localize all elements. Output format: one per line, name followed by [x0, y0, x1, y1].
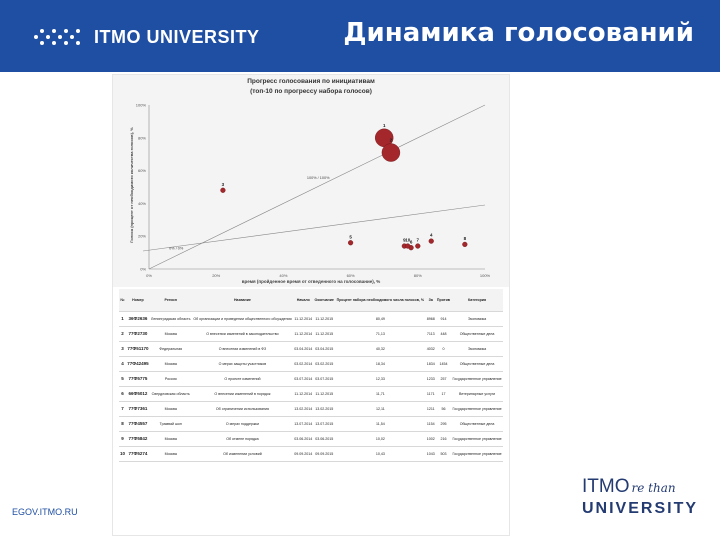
data-point [415, 244, 420, 249]
initiatives-table-area [119, 289, 503, 533]
point-label: 4 [429, 232, 433, 238]
table-row [119, 432, 503, 447]
table-header-cell: Регион [150, 289, 192, 312]
table-cell: Общественные дела [451, 327, 503, 342]
table-row [119, 327, 503, 342]
data-point [462, 242, 467, 247]
table-cell: 77Ф2730 [126, 327, 150, 342]
table-header-cell: Название [192, 289, 293, 312]
data-point [348, 240, 353, 245]
point-label: 2 [389, 137, 393, 143]
table-cell: 295 [436, 417, 451, 432]
table-cell: 11.12.2015 [313, 327, 335, 342]
data-point [429, 239, 434, 244]
table-header-cell: Номер [126, 289, 150, 312]
table-cell: 03.07.2015 [313, 372, 335, 387]
table-cell: О проекте изменений [192, 372, 293, 387]
table-cell: 503 [436, 447, 451, 462]
slide-title: Динамика голосований [343, 18, 694, 48]
table-cell: Государственное управление [451, 432, 503, 447]
table-header-cell: Категория [451, 289, 503, 312]
x-tick-label: 0% [146, 273, 152, 278]
point-label: 10 [405, 237, 411, 243]
brand-itmo: ITMO [582, 476, 630, 497]
table-cell: 1154 [426, 417, 436, 432]
table-cell: 914 [436, 312, 451, 327]
table-cell: 77Ф5775 [126, 372, 150, 387]
table-cell: Экономика [451, 342, 503, 357]
table-cell: 1043 [426, 447, 436, 462]
x-tick-label: 60% [346, 273, 355, 278]
table-cell: 56 [436, 402, 451, 417]
table-cell: 09.09.2015 [313, 447, 335, 462]
table-cell: О внесении изменений в законодательство [192, 327, 293, 342]
table-cell: Об организации и проведении общественного обсуждения [192, 312, 293, 327]
table-cell: 7113 [426, 327, 436, 342]
table-cell: 7 [119, 402, 126, 417]
table-cell: Москва [150, 432, 192, 447]
table-cell: 13.02.2014 [293, 402, 313, 417]
chart-ylabel: Голоса (процент от необходимого количества голосов), % [129, 127, 134, 243]
table-cell: Об отмене порядка [192, 432, 293, 447]
point-label: 1 [382, 122, 386, 128]
table-cell: 3 [119, 342, 126, 357]
table-cell: 03.04.2015 [313, 342, 335, 357]
table-cell: 80,49 [335, 312, 426, 327]
logo-text: ITMO UNIVERSITY [94, 26, 260, 47]
y-tick-label: 80% [137, 135, 146, 141]
table-row [119, 357, 503, 372]
x-tick-label: 80% [413, 273, 422, 278]
table-cell: 11.12.2015 [313, 387, 335, 402]
table-cell: 77Ф51170 [126, 342, 150, 357]
table-row [119, 372, 503, 387]
table-cell: Государственное управление [451, 447, 503, 462]
chart-subtitle: (топ-10 по прогрессу набора голосов) [250, 88, 372, 95]
table-cell: 11,71 [335, 387, 426, 402]
logo-dots-icon [30, 24, 84, 50]
table-row [119, 342, 503, 357]
table-row [119, 447, 503, 462]
table-cell: 71,13 [335, 327, 426, 342]
scatter-chart [113, 75, 509, 287]
table-cell: 0 [436, 342, 451, 357]
table-cell: 10 [119, 447, 126, 462]
table-cell: 216 [436, 432, 451, 447]
table-cell: 77Ф4557 [126, 417, 150, 432]
table-cell: 5 [119, 372, 126, 387]
brand-more-than: re than [631, 481, 676, 495]
data-point [221, 188, 226, 193]
header-bar [0, 0, 720, 72]
table-cell: 4 [119, 357, 126, 372]
table-cell: 1834 [426, 357, 436, 372]
y-tick-label: 20% [137, 233, 146, 239]
table-cell: 13.07.2014 [293, 417, 313, 432]
table-cell: 18,34 [335, 357, 426, 372]
table-cell: Федеральная [150, 342, 192, 357]
table-cell: Общественные дела [451, 357, 503, 372]
table-cell: 77Ф42495 [126, 357, 150, 372]
table-cell: 1233 [426, 372, 436, 387]
table-cell: 10,43 [335, 447, 426, 462]
chart-background [113, 75, 509, 287]
table-cell: 03.06.2014 [293, 432, 313, 447]
table-cell: 11.12.2014 [293, 387, 313, 402]
table-cell: Экономика [451, 312, 503, 327]
table-cell: 448 [436, 327, 451, 342]
table-cell: Об изменении условий [192, 447, 293, 462]
chart-annotation: 0% / 0% [169, 246, 184, 251]
table-cell: 1211 [426, 402, 436, 417]
point-label: 8 [463, 236, 467, 241]
data-point [405, 244, 410, 249]
table-cell: 66Ф5012 [126, 387, 150, 402]
table-header-cell: Против [436, 289, 451, 312]
table-cell: 11.12.2015 [313, 312, 335, 327]
table-cell: 10,02 [335, 432, 426, 447]
table-cell: О мерах защиты участников [192, 357, 293, 372]
initiatives-table [119, 289, 503, 462]
table-cell: 03.06.2015 [313, 432, 335, 447]
table-cell: Государственное управление [451, 372, 503, 387]
chart-svg [113, 75, 509, 287]
embedded-figure [112, 74, 510, 536]
chart-annotation: 100% / 100% [306, 175, 330, 180]
table-cell: Об ограничении использования [192, 402, 293, 417]
table-cell: 1002 [426, 432, 436, 447]
itmo-brand-logo [582, 476, 712, 526]
y-tick-label: 100% [135, 102, 146, 108]
table-cell: Ветеринарные услуги [451, 387, 503, 402]
table-cell: 4032 [426, 342, 436, 357]
table-cell: 6 [119, 387, 126, 402]
table-header-cell: Процент набора необходимого числа голосов, % [335, 289, 426, 312]
table-cell: 11,54 [335, 417, 426, 432]
itmo-logo[interactable] [30, 22, 260, 52]
table-cell: 40,32 [335, 342, 426, 357]
y-tick-label: 40% [137, 200, 146, 206]
data-point [382, 144, 400, 162]
table-cell: 09.09.2014 [293, 447, 313, 462]
table-cell: 03.02.2014 [293, 357, 313, 372]
table-cell: Трамвай шоп [150, 417, 192, 432]
table-cell: 1 [119, 312, 126, 327]
chart-title: Прогресс голосования по инициативам [247, 78, 375, 85]
point-label: 3 [221, 181, 225, 187]
table-cell: Россия [150, 372, 192, 387]
table-cell: 77Ф5842 [126, 432, 150, 447]
y-tick-label: 0% [140, 266, 146, 272]
table-cell: 8 [119, 417, 126, 432]
table-row [119, 417, 503, 432]
y-tick-label: 60% [137, 168, 146, 174]
point-label: 9 [403, 237, 406, 243]
x-tick-label: 20% [212, 273, 221, 278]
table-cell: Свердловская область [150, 387, 192, 402]
table-cell: 2 [119, 327, 126, 342]
table-cell: 13.07.2015 [313, 417, 335, 432]
table-row [119, 402, 503, 417]
table-cell: 12,33 [335, 372, 426, 387]
table-cell: Москва [150, 357, 192, 372]
point-label: 7 [416, 237, 420, 243]
table-cell: Москва [150, 402, 192, 417]
table-cell: Москва [150, 447, 192, 462]
table-row [119, 387, 503, 402]
x-tick-label: 40% [279, 273, 288, 278]
table-cell: Ленинградская область [150, 312, 192, 327]
footer-url[interactable]: EGOV.ITMO.RU [12, 507, 78, 517]
table-cell: 77Ф5274 [126, 447, 150, 462]
table-cell: 13.02.2015 [313, 402, 335, 417]
table-cell: Общественные дела [451, 417, 503, 432]
table-cell: О внесении изменений в порядок [192, 387, 293, 402]
x-tick-label: 100% [479, 273, 491, 278]
table-cell: 03.04.2014 [293, 342, 313, 357]
table-header-row [119, 289, 503, 312]
point-label: 6 [409, 239, 413, 245]
table-header-cell: № [119, 289, 126, 312]
table-header-cell: Начало [293, 289, 313, 312]
table-cell: 12,11 [335, 402, 426, 417]
table-cell: 17 [436, 387, 451, 402]
chart-xlabel: время (пройденное время от отведенного на голосование), % [241, 279, 381, 284]
table-cell: 03.02.2015 [313, 357, 335, 372]
table-cell: Москва [150, 327, 192, 342]
table-cell: 77Ф7361 [126, 402, 150, 417]
table-row [119, 312, 503, 327]
table-cell: 1454 [436, 357, 451, 372]
brand-university: UNIVERSITY [582, 500, 699, 517]
point-label: 5 [349, 234, 352, 240]
table-header-cell: За [426, 289, 436, 312]
table-cell: 8968 [426, 312, 436, 327]
table-cell: О мерах поддержки [192, 417, 293, 432]
table-cell: 1171 [426, 387, 436, 402]
table-cell: 36Ф2636 [126, 312, 150, 327]
table-cell: 9 [119, 432, 126, 447]
table-cell: Государственное управление [451, 402, 503, 417]
table-header-cell: Окончание [313, 289, 335, 312]
table-cell: О внесении изменений в ФЗ [192, 342, 293, 357]
table-cell: 11.12.2014 [293, 312, 313, 327]
table-cell: 03.07.2014 [293, 372, 313, 387]
table-cell: 11.12.2014 [293, 327, 313, 342]
table-cell: 257 [436, 372, 451, 387]
